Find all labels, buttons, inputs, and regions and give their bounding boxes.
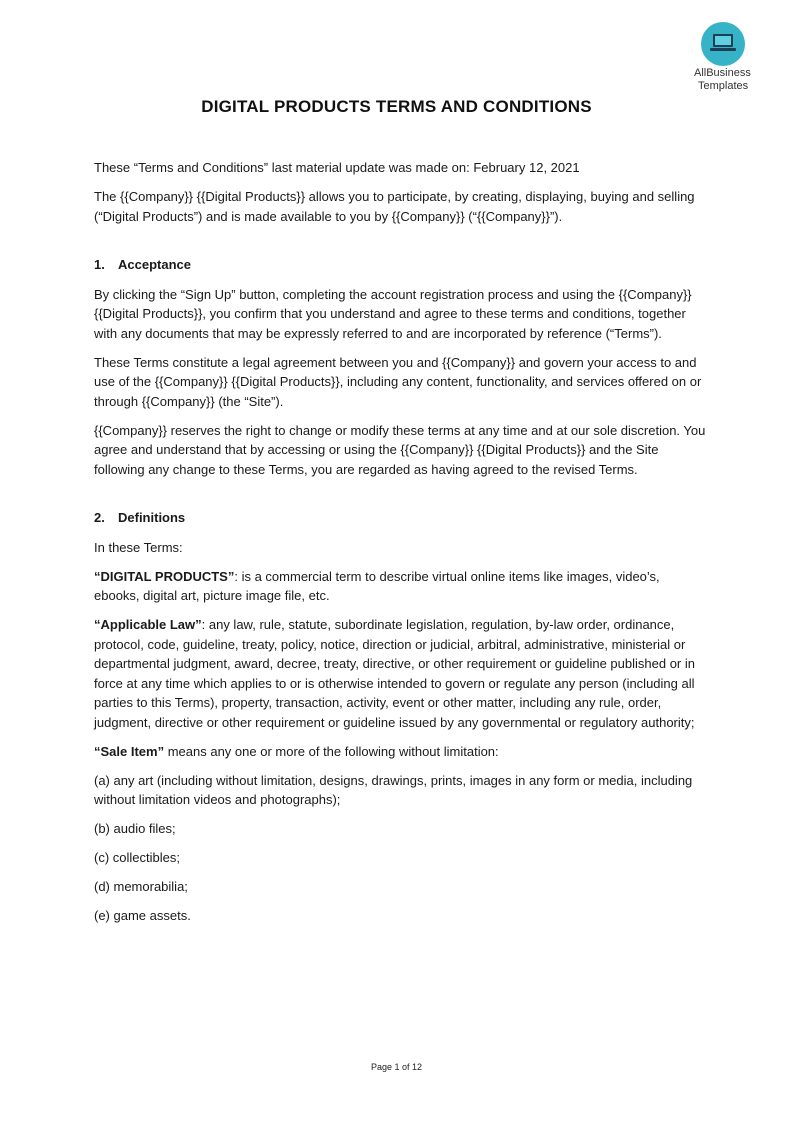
section-number: 1.	[94, 257, 105, 272]
logo-text-line2: Templates	[698, 80, 749, 92]
intro-paragraph: The {{Company}} {{Digital Products}} allows you to participate, by creating, displaying, buying and selling (“Digital Products”) and is made available to you by {{Company}} (“{{Company}}”).	[94, 189, 695, 224]
section-title: Definitions	[118, 510, 186, 525]
definitions-intro: In these Terms:	[94, 539, 183, 555]
definition-term: “Applicable Law”	[94, 617, 202, 632]
acceptance-paragraph-2: These Terms constitute a legal agreement between you and {{Company}} and govern your access to and use of the {{Company}} {{Digital Products}}, including any content, functionality, and services offered on or through {{Company}} (the “Site”).	[94, 354, 702, 409]
logo-text-line1: AllBusiness	[694, 67, 751, 79]
definition-digital-products	[94, 567, 706, 606]
definition-sale-item	[94, 742, 706, 762]
laptop-icon	[709, 32, 737, 54]
definition-text: : is a commercial term to describe virtual online items like images, video’s, ebooks, digital art, picture image file, etc.	[94, 568, 660, 603]
section-number: 2.	[94, 510, 105, 525]
acceptance-paragraph-1: By clicking the “Sign Up” button, completing the account registration process and using the {{Company}} {{Digital Products}}, you confirm that you understand and agree to these terms and conditions, together with any documents that may be expressly referred to and are incorporated by reference (“Terms”).	[94, 286, 692, 341]
update-date-line: These “Terms and Conditions” last material update was made on: February 12, 2021	[94, 160, 580, 175]
definition-applicable-law	[94, 615, 706, 732]
list-item: (b) audio files;	[94, 821, 176, 836]
allbusiness-templates-logo	[690, 20, 762, 96]
section-heading-acceptance	[94, 255, 706, 275]
document-body	[94, 158, 706, 935]
definition-text: means any one or more of the following without limitation:	[164, 743, 499, 759]
list-item: (d) memorabilia;	[94, 879, 188, 894]
list-item: (e) game assets.	[94, 908, 191, 923]
document-title: DIGITAL PRODUCTS TERMS AND CONDITIONS	[201, 97, 592, 116]
list-item: (a) any art (including without limitation, designs, drawings, prints, images in any form or media, including without limitation videos and photographs);	[94, 772, 693, 807]
logo-badge	[701, 22, 745, 66]
definition-text: : any law, rule, statute, subordinate legislation, regulation, by-law order, ordinance, protocol, code, guideline, treaty, policy, notice, direction or judicial, arbitral, administrative, ministerial or departmental judgment, award, decree, treaty, directive, or other requirement or guideline published or in force at any time which applies to or is otherwise intended to govern or regulate any person (including all parties to this Terms), property, transaction, activity, event or other matter, including any rule, order, judgment, directive or other requirement or guideline issued by any governmental or regulatory authority;	[94, 617, 695, 730]
page-number-footer: Page 1 of 12	[370, 1062, 423, 1072]
definition-term: “DIGITAL PRODUCTS”	[94, 568, 235, 584]
list-item: (c) collectibles;	[94, 850, 180, 865]
section-title: Acceptance	[118, 257, 191, 272]
section-heading-definitions	[94, 508, 706, 528]
definition-term: “Sale Item”	[94, 743, 165, 759]
acceptance-paragraph-3: {{Company}} reserves the right to change or modify these terms at any time and at our sole discretion. You agree and understand that by accessing or using the {{Company}} {{Digital Products}} and the Site following any change to these Terms, you are regarded as having agreed to the revised Terms.	[94, 422, 706, 477]
